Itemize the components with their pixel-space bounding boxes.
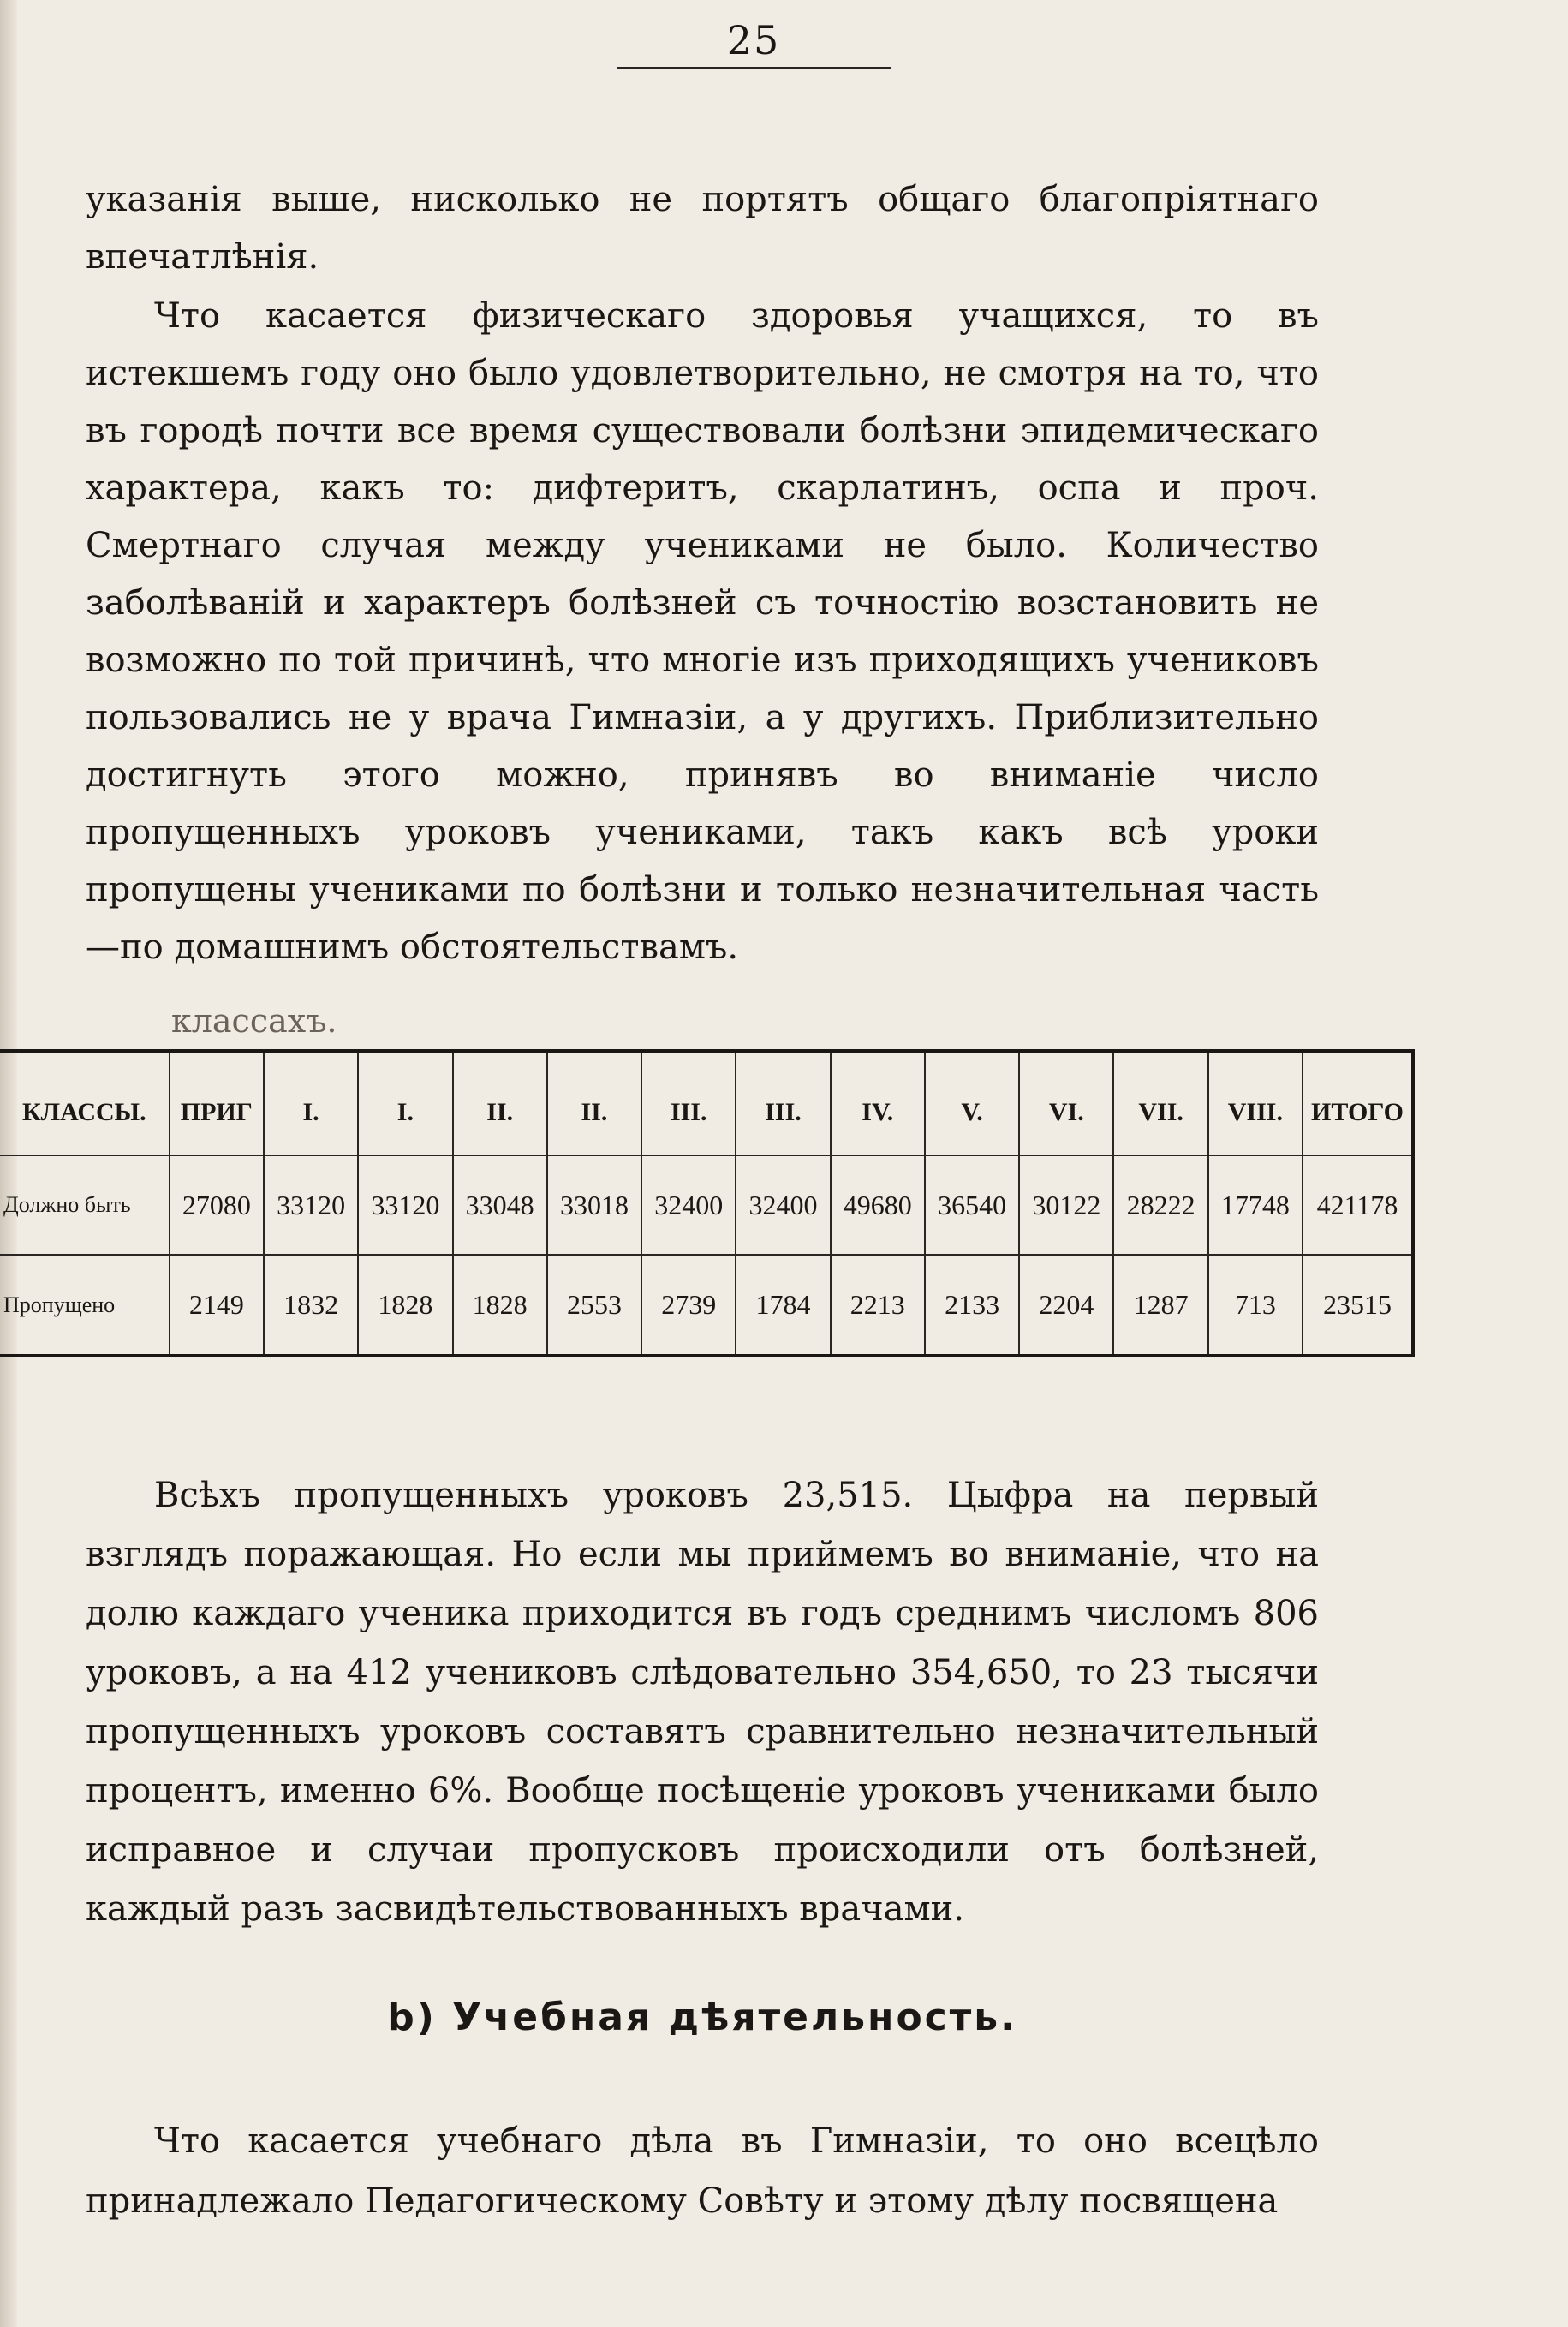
paragraph-continuation: указанія выше, нисколько не портятъ общаго благопріятнаго впечатлѣнія. [86,180,1319,277]
table-cell: 1828 [358,1255,452,1354]
table-cell: 2133 [925,1255,1019,1354]
table-cell: 713 [1208,1255,1303,1354]
table-cell: 36540 [925,1155,1019,1255]
header-cell: ИТОГО [1303,1053,1411,1155]
table-cell: 1784 [736,1255,830,1354]
table-cell: 1832 [264,1255,358,1354]
header-cell: III. [736,1053,830,1155]
absences-table [0,1053,1411,1354]
table-header-row [0,1053,1411,1155]
table-cell: 32400 [641,1155,736,1255]
paragraph-teaching: Что касается учебнаго дѣла въ Гимназіи, то оно всецѣло принадлежало Педагогическому Совѣту и этому дѣлу посвящена [86,2121,1319,2221]
header-cell: IV. [831,1053,925,1155]
table-cell: 23515 [1323,1289,1392,1320]
table-cell: 1828 [453,1255,547,1354]
header-cell: VI. [1019,1053,1113,1155]
table-cell: 2739 [641,1255,736,1354]
table-cell: 17748 [1208,1155,1303,1255]
section-heading: b) Учебная дѣятельность. [387,1996,1017,2039]
table-cell: 28222 [1113,1155,1207,1255]
header-cell: ПРИГ [170,1053,264,1155]
header-cell: II. [453,1053,547,1155]
table-row [0,1255,1411,1354]
row-label: Должно быть [0,1155,170,1255]
paragraph-statistics: Всѣхъ пропущенныхъ уроковъ 23,515. Цыфра на первый взглядъ поражающая. Но если мы приймемъ во вниманіе, что на долю каждаго ученика приходится въ годъ среднимъ числомъ 806 уроковъ, а на 412 учениковъ слѣдовательно 354,650, то 23 тысячи пропущенныхъ уроковъ составятъ сравнительно незначительный процентъ, именно 6%. Вообще посѣщеніе уроковъ учениками было исправное и случаи пропусковъ происходили отъ болѣзней, каждый разъ засвидѣтельствованныхъ врачами. [86,1476,1319,1929]
header-cell: III. [641,1053,736,1155]
table-cell: 33018 [547,1155,641,1255]
header-cell: VIII. [1208,1053,1303,1155]
table-cell: 421178 [1303,1155,1411,1255]
table-cell: 2204 [1019,1255,1113,1354]
table-cell: 49680 [831,1155,925,1255]
header-cell: V. [925,1053,1019,1155]
row-label: Пропущено [0,1255,170,1354]
show-through-text: классахъ. [171,1002,337,1040]
table-cell: 33048 [453,1155,547,1255]
page-number: 25 [726,17,781,63]
table-cell: 33120 [358,1155,452,1255]
table-cell: 2553 [547,1255,641,1354]
table-cell: 27080 [170,1155,264,1255]
page-number-rule [617,67,891,69]
table-row [0,1155,1411,1255]
book-page [3,0,1422,2327]
header-cell: II. [547,1053,641,1155]
table-cell: 2149 [170,1255,264,1354]
table-cell: 32400 [736,1155,830,1255]
absences-table-frame [0,1049,1415,1357]
table-cell: 30122 [1019,1155,1113,1255]
header-cell: КЛАССЫ. [0,1053,170,1155]
table-cell: 1287 [1113,1255,1207,1354]
header-cell: VII. [1113,1053,1207,1155]
table-cell: 33120 [264,1155,358,1255]
header-cell: I. [358,1053,452,1155]
header-cell: I. [264,1053,358,1155]
table-cell: 2213 [831,1255,925,1354]
paragraph-health: Что касается физическаго здоровья учащихся, то въ истекшемъ году оно было удовлетворительно, не смотря на то, что въ городѣ почти все время существовали болѣзни эпидемическаго характера, какъ то: дифтеритъ, скарлатинъ, оспа и проч. Смертнаго случая между учениками не было. Количество заболѣваній и характеръ болѣзней съ точностію возстановить не возможно по той причинѣ, что многіе изъ приходящихъ учениковъ пользовались не у врача Гимназіи, а у другихъ. Приблизительно достигнуть этого можно, принявъ во вниманіе число пропущенныхъ уроковъ учениками, такъ какъ всѣ уроки пропущены учениками по болѣзни и только незначительная часть—по домашнимъ обстоятельствамъ. [86,296,1319,967]
